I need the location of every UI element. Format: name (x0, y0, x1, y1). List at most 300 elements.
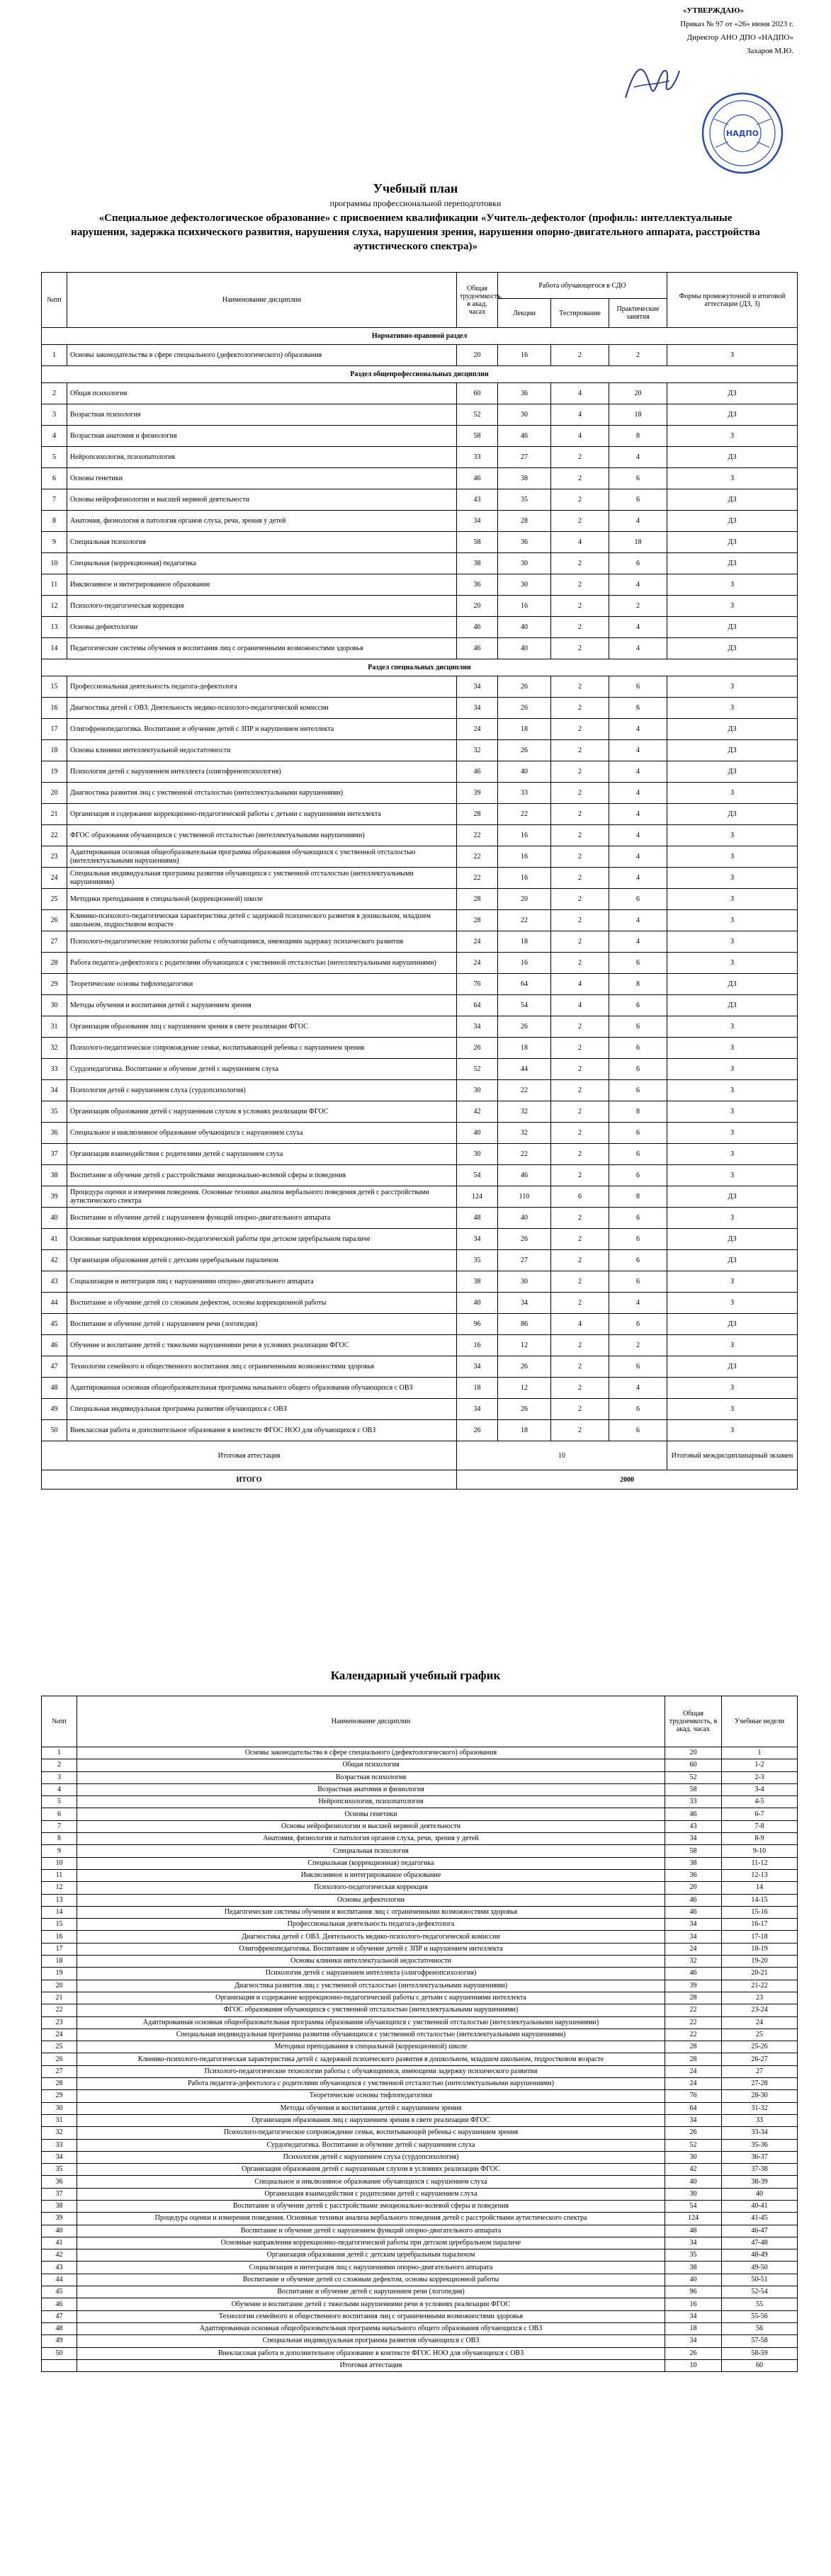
cell-practice: 6 (609, 1229, 667, 1250)
cell-lectures: 32 (498, 1123, 551, 1144)
total-hours: 2000 (457, 1470, 798, 1490)
cal-cell-total: 124 (665, 2213, 722, 2225)
cell-form: З (667, 468, 798, 489)
cell-practice: 6 (609, 553, 667, 574)
cell-practice: 4 (609, 761, 667, 783)
cell-num: 34 (42, 1080, 67, 1101)
cal-cell-total: 22 (665, 2029, 722, 2041)
calendar-row (42, 1919, 798, 1931)
cell-testing: 2 (551, 676, 609, 698)
cell-total: 52 (457, 404, 498, 426)
table-row (42, 910, 798, 931)
cal-cell-weeks: 58-59 (722, 2347, 798, 2359)
cell-testing: 6 (551, 1186, 609, 1208)
cell-lectures: 86 (498, 1314, 551, 1335)
header-lectures: Лекции (498, 299, 551, 328)
cal-cell-name: Основы нейрофизиологии и высшей нервной деятельности (77, 1820, 665, 1832)
cal-cell-num: 35 (42, 2164, 77, 2176)
cell-practice: 6 (609, 1144, 667, 1165)
cell-testing: 2 (551, 1144, 609, 1165)
cal-cell-num: 3 (42, 1771, 77, 1783)
cal-cell-num: 20 (42, 1980, 77, 1992)
cell-testing: 2 (551, 489, 609, 511)
cell-lectures: 40 (498, 638, 551, 659)
header-testing: Тестирование (551, 299, 609, 328)
cal-cell-num: 48 (42, 2322, 77, 2334)
cal-cell-total: 60 (665, 1759, 722, 1771)
cal-cell-weeks: 56 (722, 2322, 798, 2334)
cell-form: ДЗ (667, 553, 798, 574)
cell-num: 36 (42, 1123, 67, 1144)
cal-cell-total: 43 (665, 1820, 722, 1832)
cell-name: Организация взаимодействия с родителями детей с нарушением слуха (67, 1144, 457, 1165)
calendar-table (41, 1696, 798, 2372)
cal-cell-weeks: 55 (722, 2298, 798, 2310)
cell-total: 34 (457, 1016, 498, 1038)
cell-form: З (667, 931, 798, 953)
cal-cell-name: Адаптированная основная общеобразовательная программа образования обучающихся с умственной отсталостью (интеллектуальными нарушениями) (77, 2016, 665, 2029)
cell-practice: 4 (609, 740, 667, 761)
calendar-row (42, 2225, 798, 2237)
cal-cell-name: Профессиональная деятельность педагога-дефектолога (77, 1919, 665, 1931)
cal-cell-weeks: 33 (722, 2114, 798, 2126)
calendar-row (42, 1820, 798, 1832)
cell-total: 24 (457, 719, 498, 740)
cell-num: 40 (42, 1208, 67, 1229)
cell-form: ДЗ (667, 1356, 798, 1378)
calendar-row (42, 1857, 798, 1869)
cal-cell-weeks: 16-17 (722, 1919, 798, 1931)
cell-num: 11 (42, 574, 67, 596)
cell-testing: 2 (551, 1420, 609, 1441)
table-row (42, 574, 798, 596)
cell-form: З (667, 910, 798, 931)
cell-testing: 2 (551, 1293, 609, 1314)
cell-form: З (667, 1016, 798, 1038)
cal-cell-num: 36 (42, 2176, 77, 2188)
cell-lectures: 30 (498, 553, 551, 574)
cal-cell-weeks: 47-48 (722, 2237, 798, 2249)
seal-text: НАДПО (725, 129, 759, 138)
cal-cell-weeks: 3-4 (722, 1783, 798, 1795)
cell-testing: 2 (551, 953, 609, 974)
cell-name: Процедура оценки и измерения поведения. Основные техники анализа вербального поведения детей с расстройствами аутистического спектра (67, 1186, 457, 1208)
cell-total: 16 (457, 1335, 498, 1356)
calendar-row (42, 1968, 798, 1980)
cal-cell-name: Специальная индивидуальная программа развития обучающихся с ОВЗ (77, 2335, 665, 2347)
cal-cell-num: 13 (42, 1894, 77, 1906)
cal-cell-name: Сурдопедагогика. Воспитание и обучение детей с нарушением слуха (77, 2139, 665, 2151)
cal-cell-num: 15 (42, 1919, 77, 1931)
cell-form: З (667, 1038, 798, 1059)
cell-num: 33 (42, 1059, 67, 1080)
table-row (42, 1335, 798, 1356)
cal-cell-num: 38 (42, 2200, 77, 2212)
cell-num: 50 (42, 1420, 67, 1441)
cell-name: Основы дефектологии (67, 617, 457, 638)
cal-cell-weeks: 48-49 (722, 2249, 798, 2262)
cell-num: 45 (42, 1314, 67, 1335)
cal-cell-weeks: 49-50 (722, 2262, 798, 2274)
cell-form: З (667, 783, 798, 804)
calendar-row (42, 2274, 798, 2286)
cell-practice: 4 (609, 1293, 667, 1314)
cal-cell-name: Организация и содержание коррекционно-педагогической работы с детьми с нарушениями интеллекта (77, 1992, 665, 2004)
cell-name: Возрастная психология (67, 404, 457, 426)
calendar-row (42, 1845, 798, 1857)
cell-total: 18 (457, 1378, 498, 1399)
calendar-row (42, 1956, 798, 1968)
cal-cell-num: 22 (42, 2004, 77, 2016)
cell-total: 48 (457, 1208, 498, 1229)
cal-cell-num: 37 (42, 2188, 77, 2200)
cell-total: 52 (457, 1059, 498, 1080)
calendar-row (42, 2164, 798, 2176)
cell-name: Сурдопедагогика. Воспитание и обучение детей с нарушением слуха (67, 1059, 457, 1080)
cal-cell-name: Основы дефектологии (77, 1894, 665, 1906)
cell-name: Работа педагога-дефектолога с родителями обучающихся с умственной отсталостью (интеллектуальными нарушениями) (67, 953, 457, 974)
cell-form: З (667, 1144, 798, 1165)
cell-practice: 6 (609, 1399, 667, 1420)
cell-lectures: 22 (498, 1144, 551, 1165)
calendar-row (42, 2298, 798, 2310)
cal-cell-total: 26 (665, 2347, 722, 2359)
cal-cell-weeks: 31-32 (722, 2102, 798, 2114)
cal-cell-weeks: 1 (722, 1747, 798, 1759)
cell-practice: 6 (609, 1271, 667, 1293)
cell-lectures: 35 (498, 489, 551, 511)
cal-cell-name: Организация образования детей с детским церебральным параличом (77, 2249, 665, 2262)
cell-lectures: 54 (498, 995, 551, 1016)
cell-num: 21 (42, 804, 67, 825)
cal-cell-total: 54 (665, 2200, 722, 2212)
cal-cell-total: 33 (665, 1796, 722, 1808)
cell-form: З (667, 596, 798, 617)
cell-testing: 2 (551, 1208, 609, 1229)
cell-lectures: 26 (498, 676, 551, 698)
cal-cell-num: 33 (42, 2139, 77, 2151)
cell-total: 24 (457, 953, 498, 974)
cell-lectures: 26 (498, 740, 551, 761)
cal-cell-total: 16 (665, 2298, 722, 2310)
table-row (42, 1356, 798, 1378)
cell-testing: 2 (551, 1356, 609, 1378)
cell-practice: 18 (609, 532, 667, 553)
cal-cell-total: 34 (665, 2114, 722, 2126)
cal-cell-num: 32 (42, 2127, 77, 2139)
cal-cell-name: Специальная индивидуальная программа развития обучающихся с умственной отсталостью (интеллектуальными нарушениями) (77, 2029, 665, 2041)
approval-director: Директор АНО ДПО «НАДПО» (686, 33, 793, 42)
cal-cell-name: Психолого-педагогическая коррекция (77, 1882, 665, 1894)
table-row (42, 553, 798, 574)
cell-total: 22 (457, 868, 498, 889)
cal-cell-name: Организация образования лиц с нарушением зрения в свете реализации ФГОС (77, 2114, 665, 2126)
cell-lectures: 64 (498, 974, 551, 995)
cell-name: Воспитание и обучение детей со сложным дефектом, основы коррекционной работы (67, 1293, 457, 1314)
table-row (42, 1271, 798, 1293)
cell-practice: 20 (609, 383, 667, 404)
cal-cell-weeks: 18-19 (722, 1943, 798, 1955)
cal-cell-name: Психология детей с нарушением интеллекта (олигофренопсихология) (77, 1968, 665, 1980)
table-row (42, 868, 798, 889)
cell-num: 10 (42, 553, 67, 574)
cell-name: Теоретические основы тифлопедагогики (67, 974, 457, 995)
cell-num: 24 (42, 868, 67, 889)
cell-practice: 8 (609, 1101, 667, 1123)
cal-cell-name: Теоретические основы тифлопедагогики (77, 2090, 665, 2102)
cal-cell-weeks: 17-18 (722, 1931, 798, 1943)
table-row (42, 1378, 798, 1399)
cell-practice: 4 (609, 931, 667, 953)
cal-final-label: Итоговая аттестация (77, 2359, 665, 2371)
cell-lectures: 110 (498, 1186, 551, 1208)
cal-cell-weeks: 2-3 (722, 1771, 798, 1783)
table-row (42, 345, 798, 366)
cell-testing: 2 (551, 1059, 609, 1080)
cell-num: 22 (42, 825, 67, 846)
cell-total: 76 (457, 974, 498, 995)
cal-cell-weeks: 25 (722, 2029, 798, 2041)
final-attestation-row (42, 1441, 798, 1470)
cal-cell-total: 96 (665, 2286, 722, 2298)
cell-form: З (667, 676, 798, 698)
cell-total: 28 (457, 910, 498, 931)
cell-form: ДЗ (667, 638, 798, 659)
cell-total: 34 (457, 511, 498, 532)
cell-num: 13 (42, 617, 67, 638)
cal-cell-name: Основные направления коррекционно-педагогической работы при детском церебральном параличе (77, 2237, 665, 2249)
table-row (42, 1208, 798, 1229)
cell-num: 29 (42, 974, 67, 995)
cell-name: Профессиональная деятельность педагога-дефектолога (67, 676, 457, 698)
table-row (42, 783, 798, 804)
cell-lectures: 16 (498, 825, 551, 846)
cell-lectures: 18 (498, 931, 551, 953)
cal-cell-weeks: 1-2 (722, 1759, 798, 1771)
cell-total: 54 (457, 1165, 498, 1186)
cell-testing: 2 (551, 846, 609, 868)
cal-cell-weeks: 41-45 (722, 2213, 798, 2225)
table-row (42, 1314, 798, 1335)
cal-cell-total: 34 (665, 1833, 722, 1845)
cell-total: 40 (457, 1293, 498, 1314)
cal-cell-name: Методики преподавания в специальной (коррекционной) школе (77, 2041, 665, 2053)
cal-cell-num: 17 (42, 1943, 77, 1955)
cell-name: ФГОС образования обучающихся с умственной отсталостью (интеллектуальными нарушениями) (67, 825, 457, 846)
cell-form: З (667, 1208, 798, 1229)
cell-lectures: 16 (498, 596, 551, 617)
cal-cell-name: Основы генетики (77, 1808, 665, 1820)
cal-cell-num: 21 (42, 1992, 77, 2004)
cell-num: 14 (42, 638, 67, 659)
cal-cell-total: 24 (665, 2078, 722, 2090)
cell-num: 42 (42, 1250, 67, 1271)
cell-name: Методы обучения и воспитания детей с нарушением зрения (67, 995, 457, 1016)
cal-cell-weeks: 38-39 (722, 2176, 798, 2188)
cell-name: Адаптированная основная общеобразовательная программа начального общего образования обучающихся с ОВЗ (67, 1378, 457, 1399)
cell-total: 30 (457, 1144, 498, 1165)
cal-cell-weeks: 23 (722, 1992, 798, 2004)
cell-testing: 2 (551, 889, 609, 910)
cell-lectures: 46 (498, 426, 551, 447)
cell-lectures: 16 (498, 846, 551, 868)
cell-testing: 2 (551, 638, 609, 659)
cal-cell-name: Анатомия, физиология и патология органов слуха, речи, зрения у детей (77, 1833, 665, 1845)
cell-form: ДЗ (667, 740, 798, 761)
cell-num: 5 (42, 447, 67, 468)
cell-form: З (667, 1335, 798, 1356)
calendar-row (42, 1796, 798, 1808)
cell-name: Социализация и интеграция лиц с нарушениями опорно-двигательного аппарата (67, 1271, 457, 1293)
header-practice: Практические занятия (609, 299, 667, 328)
cell-num: 31 (42, 1016, 67, 1038)
table-row (42, 1123, 798, 1144)
calendar-row (42, 1747, 798, 1759)
cell-name: Психолого-педагогическая коррекция (67, 596, 457, 617)
cell-form: ДЗ (667, 1229, 798, 1250)
cell-practice: 4 (609, 825, 667, 846)
cell-lectures: 44 (498, 1059, 551, 1080)
calendar-row (42, 1833, 798, 1845)
cell-num: 12 (42, 596, 67, 617)
cell-total: 34 (457, 698, 498, 719)
cell-name: Анатомия, физиология и патология органов слуха, речи, зрения у детей (67, 511, 457, 532)
cell-testing: 2 (551, 698, 609, 719)
cal-cell-name: Возрастная анатомия и физиология (77, 1783, 665, 1795)
cell-lectures: 27 (498, 1250, 551, 1271)
total-row (42, 1470, 798, 1490)
cell-name: Основы генетики (67, 468, 457, 489)
cell-name: Специальное и инклюзивное образование обучающихся с нарушением слуха (67, 1123, 457, 1144)
table-row (42, 617, 798, 638)
cal-cell-weeks: 9-10 (722, 1845, 798, 1857)
cal-cell-weeks: 19-20 (722, 1956, 798, 1968)
cal-cell-num: 26 (42, 2053, 77, 2065)
cal-cell-num: 27 (42, 2065, 77, 2077)
cal-cell-total: 28 (665, 1992, 722, 2004)
cell-form: ДЗ (667, 719, 798, 740)
cell-num: 6 (42, 468, 67, 489)
table-row (42, 740, 798, 761)
calendar-row (42, 1759, 798, 1771)
cell-testing: 2 (551, 574, 609, 596)
cell-total: 40 (457, 1123, 498, 1144)
cell-total: 24 (457, 931, 498, 953)
cal-cell-total: 32 (665, 1956, 722, 1968)
cal-cell-total: 30 (665, 2151, 722, 2163)
calendar-row (42, 2065, 798, 2077)
cal-cell-weeks: 36-37 (722, 2151, 798, 2163)
cal-cell-num: 19 (42, 1968, 77, 1980)
cell-name: Олигофренопедагогика. Воспитание и обучение детей с ЗПР и нарушением интеллекта (67, 719, 457, 740)
cell-practice: 8 (609, 974, 667, 995)
cell-testing: 4 (551, 532, 609, 553)
table-row (42, 846, 798, 868)
cal-cell-weeks: 23-24 (722, 2004, 798, 2016)
cal-cell-weeks: 15-16 (722, 1906, 798, 1918)
cell-lectures: 22 (498, 910, 551, 931)
cell-testing: 2 (551, 617, 609, 638)
calendar-row (42, 2176, 798, 2188)
cell-form: З (667, 1378, 798, 1399)
calendar-row (42, 1869, 798, 1881)
cell-practice: 4 (609, 1378, 667, 1399)
cell-practice: 6 (609, 889, 667, 910)
cell-num: 9 (42, 532, 67, 553)
cal-cell-weeks: 55-56 (722, 2310, 798, 2322)
final-attestation-form: Итоговый междисциплинарный экзамен (667, 1441, 798, 1470)
cell-num: 44 (42, 1293, 67, 1314)
cal-cell-weeks: 25-26 (722, 2041, 798, 2053)
table-row (42, 1399, 798, 1420)
calendar-row (42, 2286, 798, 2298)
cal-cell-total: 39 (665, 1980, 722, 1992)
cell-num: 18 (42, 740, 67, 761)
cell-name: Специальная психология (67, 532, 457, 553)
calendar-row (42, 2188, 798, 2200)
cell-name: Организация образования детей с детским церебральным параличом (67, 1250, 457, 1271)
table-row (42, 974, 798, 995)
cal-cell-weeks: 8-9 (722, 1833, 798, 1845)
cal-cell-total: 64 (665, 2102, 722, 2114)
cell-total: 39 (457, 783, 498, 804)
cal-cell-name: Специальное и инклюзивное образование обучающихся с нарушением слуха (77, 2176, 665, 2188)
cell-num: 30 (42, 995, 67, 1016)
cell-practice: 4 (609, 447, 667, 468)
cal-cell-weeks: 6-7 (722, 1808, 798, 1820)
cell-num: 17 (42, 719, 67, 740)
cal-cell-total: 34 (665, 2335, 722, 2347)
cell-testing: 2 (551, 740, 609, 761)
cal-cell-num: 12 (42, 1882, 77, 1894)
cell-total: 42 (457, 1101, 498, 1123)
cell-practice: 4 (609, 617, 667, 638)
cell-form: ДЗ (667, 489, 798, 511)
cell-form: З (667, 889, 798, 910)
cell-testing: 2 (551, 825, 609, 846)
cell-total: 36 (457, 574, 498, 596)
cell-testing: 2 (551, 1229, 609, 1250)
table-row (42, 1101, 798, 1123)
cal-cell-name: Клинико-психолого-педагогическая характеристика детей с задержкой психического развития в дошкольном, младшем школьном, подростковом возрасте (77, 2053, 665, 2065)
cal-cell-name: Воспитание и обучение детей со сложным дефектом, основы коррекционной работы (77, 2274, 665, 2286)
cell-testing: 2 (551, 1271, 609, 1293)
cal-cell-num: 46 (42, 2298, 77, 2310)
cell-total: 22 (457, 846, 498, 868)
cell-total: 35 (457, 1250, 498, 1271)
cell-form: З (667, 825, 798, 846)
section-title: Раздел общепрофессиональных дисциплин (42, 366, 798, 383)
cal-cell-num: 18 (42, 1956, 77, 1968)
cal-cell-weeks: 28-30 (722, 2090, 798, 2102)
table-row (42, 804, 798, 825)
cal-cell-num: 44 (42, 2274, 77, 2286)
cell-practice: 2 (609, 596, 667, 617)
cal-cell-num: 9 (42, 1845, 77, 1857)
cell-lectures: 18 (498, 1420, 551, 1441)
cell-num: 41 (42, 1229, 67, 1250)
calendar-row (42, 2078, 798, 2090)
calendar-row (42, 2090, 798, 2102)
cell-total: 58 (457, 532, 498, 553)
cell-num: 49 (42, 1399, 67, 1420)
cal-header-weeks: Учебные недели (722, 1696, 798, 1747)
calendar-row (42, 1882, 798, 1894)
cell-testing: 2 (551, 761, 609, 783)
cal-cell-name: Социализация и интеграция лиц с нарушениями опорно-двигательного аппарата (77, 2262, 665, 2274)
cal-cell-num: 10 (42, 1857, 77, 1869)
cal-cell-total: 28 (665, 2041, 722, 2053)
